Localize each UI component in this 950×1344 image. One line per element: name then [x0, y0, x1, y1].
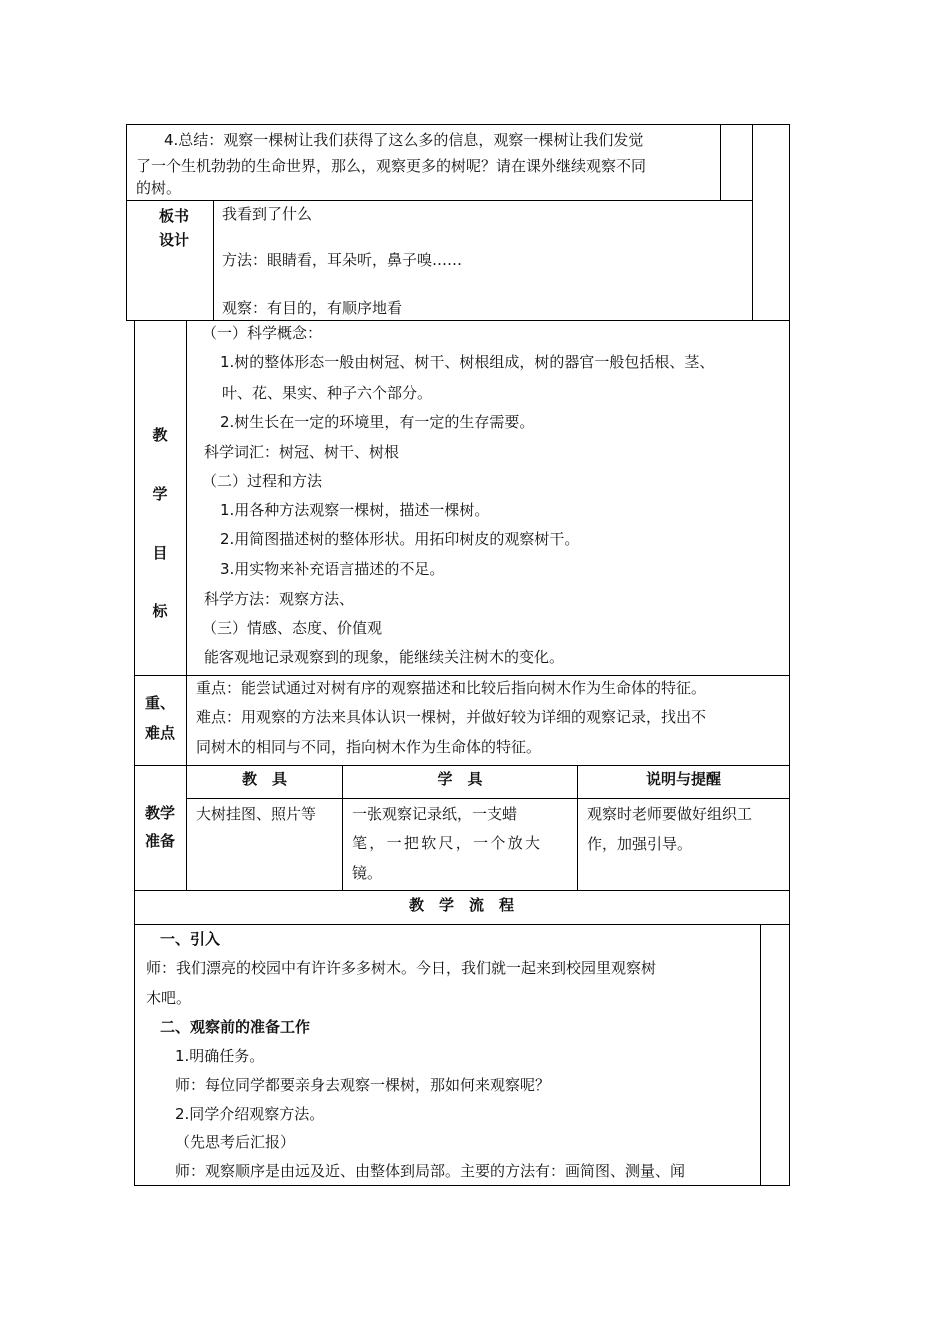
goal-line: 1.树的整体形态一般由树冠、树干、树根组成，树的器官一般包括根、茎、	[220, 353, 715, 371]
process-line: （先思考后汇报）	[175, 1133, 296, 1151]
summary-line: 4.总结：观察一棵树让我们获得了这么多的信息，观察一棵树让我们发觉	[164, 131, 644, 149]
key-points-label: 重、	[144, 694, 175, 712]
goals-label: 标	[152, 602, 168, 620]
process-title: 教 学 流 程	[408, 896, 514, 914]
process-line: 师：观察顺序是由远及近、由整体到局部。主要的方法有：画简图、测量、闻	[175, 1162, 686, 1180]
goals-label: 学	[152, 485, 168, 503]
goal-line: 叶、花、果实、种子六个部分。	[222, 384, 433, 402]
process-line: 师：每位同学都要亲身去观察一棵树，那如何来观察呢？	[175, 1076, 551, 1094]
key-point-line: 难点：用观察的方法来具体认识一棵树，并做好较为详细的观察记录，找出不	[196, 708, 707, 726]
rule	[126, 124, 127, 321]
prep-label: 教学	[144, 804, 175, 822]
notes-line: 作，加强引导。	[587, 835, 693, 853]
rule	[134, 765, 789, 766]
goal-line: 科学方法：观察方法、	[204, 590, 355, 608]
rule	[134, 320, 789, 321]
notes-line: 观察时老师要做好组织工	[587, 805, 753, 823]
goals-label: 教	[152, 426, 168, 444]
process-line: 一、引入	[160, 930, 221, 948]
board-line: 我看到了什么	[222, 205, 313, 223]
prep-header-teacher-tools: 教 具	[241, 770, 287, 788]
goal-line: 2.用简图描述树的整体形状。用拓印树皮的观察树干。	[220, 530, 580, 548]
rule	[126, 200, 752, 201]
goal-line: （三）情感、态度、价值观	[202, 619, 383, 637]
rule	[186, 798, 789, 799]
rule	[134, 320, 135, 1186]
rule	[134, 1185, 789, 1186]
rule	[752, 124, 753, 321]
student-tools-line: 镜。	[352, 864, 383, 882]
rule	[720, 124, 721, 201]
board-line: 方法：眼睛看，耳朵听，鼻子嗅……	[222, 251, 463, 269]
goal-line: 2.树生长在一定的环境里，有一定的生存需要。	[220, 413, 535, 431]
process-line: 二、观察前的准备工作	[160, 1018, 311, 1036]
key-points-label: 难点	[144, 724, 175, 742]
rule	[186, 320, 187, 891]
teacher-tools: 大树挂图、照片等	[196, 805, 317, 823]
rule	[126, 124, 789, 125]
key-point-line: 同树木的相同与不同，指向树木作为生命体的特征。	[196, 738, 542, 756]
goal-line: 1.用各种方法观察一棵树，描述一棵树。	[220, 501, 490, 519]
prep-header-notes: 说明与提醒	[645, 770, 721, 788]
goal-line: 能客观地记录观察到的现象，能继续关注树木的变化。	[204, 648, 565, 666]
board-label: 设计	[158, 231, 189, 249]
student-tools-line: 一张观察记录纸，一支蜡	[352, 805, 518, 823]
prep-header-student-tools: 学 具	[437, 770, 483, 788]
process-line: 1.明确任务。	[175, 1047, 265, 1065]
process-line: 木吧。	[146, 989, 192, 1007]
student-tools-line: 笔，一把软尺，一个放大	[352, 834, 543, 852]
rule	[134, 924, 789, 925]
rule	[134, 890, 789, 891]
rule	[760, 924, 761, 1186]
board-label: 板书	[158, 207, 189, 225]
rule	[213, 200, 214, 321]
goals-label: 目	[152, 544, 168, 562]
goal-line: 3.用实物来补充语言描述的不足。	[220, 560, 445, 578]
goal-line: （二）过程和方法	[202, 472, 323, 490]
rule	[134, 675, 789, 676]
summary-line: 的树。	[136, 179, 182, 197]
board-line: 观察：有目的，有顺序地看	[222, 299, 403, 317]
goal-line: 科学词汇：树冠、树干、树根	[204, 443, 400, 461]
rule	[789, 124, 790, 1186]
process-line: 2.同学介绍观察方法。	[175, 1105, 325, 1123]
process-line: 师：我们漂亮的校园中有许许多多树木。今日，我们就一起来到校园里观察树	[146, 959, 657, 977]
prep-label: 准备	[144, 832, 175, 850]
goal-line: （一）科学概念：	[202, 324, 323, 342]
summary-line: 了一个生机勃勃的生命世界，那么，观察更多的树呢？请在课外继续观察不同	[136, 157, 647, 175]
key-point-line: 重点：能尝试通过对树有序的观察描述和比较后指向树木作为生命体的特征。	[196, 679, 707, 697]
